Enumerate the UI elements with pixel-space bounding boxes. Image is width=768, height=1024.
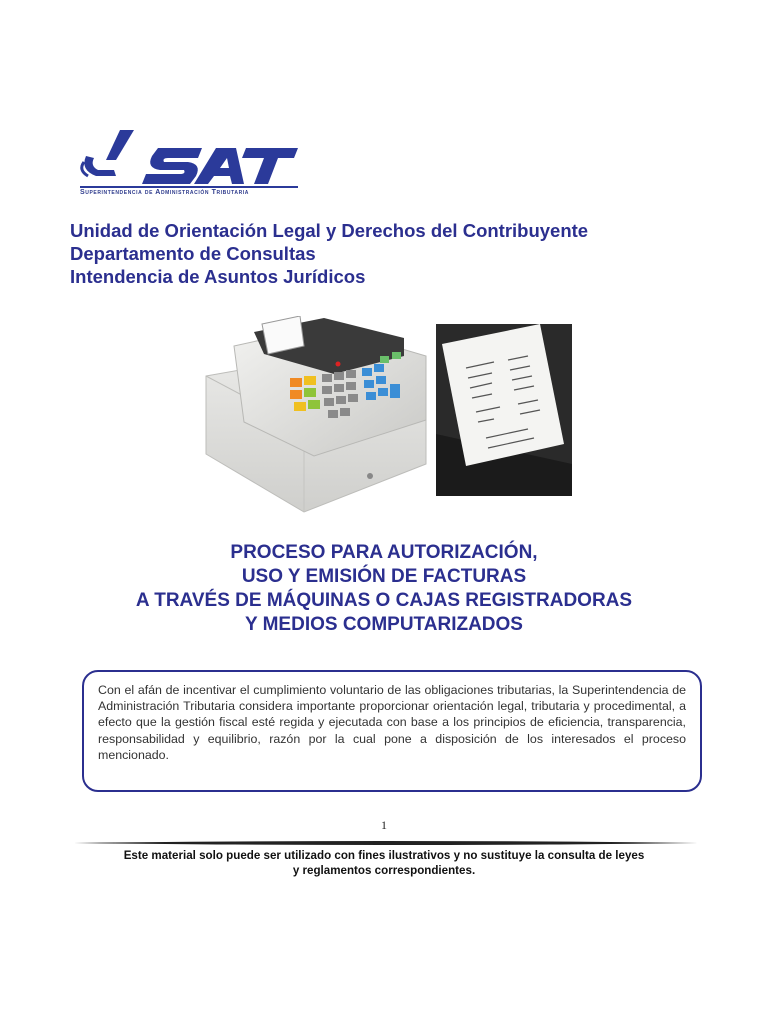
header-department: Departamento de Consultas [70,243,316,264]
sat-logo [76,126,302,202]
disclaimer-line-2: y reglamentos correspondientes. [292,863,476,877]
title-line-1: PROCESO PARA AUTORIZACIÓN, [230,542,538,563]
header-unit: Unidad de Orientación Legal y Derechos del Contribuyente [70,220,589,241]
title-line-2: USO Y EMISIÓN DE FACTURAS [241,566,527,587]
page-number: 1 [381,818,387,832]
logo-subtitle: Superintendencia de Administración Tributaria [80,189,249,196]
intro-text: Con el afán de incentivar el cumplimiento voluntario de las obligaciones tributarias, la Superintendencia de Administración Tributaria considera importante proporcionar orientación legal, tributaria y procedimental, a efecto que la gestión fiscal esté regida y ejecutada con base a los principios de eficiencia, transparencia, responsabilidad y equilibrio, razón por la cual pone a disposición de los interesados el proceso mencionado. [98,683,686,762]
footer-divider [74,838,698,848]
header [70,219,588,288]
document-title [40,541,728,637]
header-intendencia: Intendencia de Asuntos Jurídicos [70,266,366,287]
intro-box [82,670,702,792]
cash-register-photo [204,316,432,514]
disclaimer [40,849,728,878]
disclaimer-line-1: Este material solo puede ser utilizado con fines ilustrativos y no sustituye la consulta de leyes [123,849,645,862]
title-line-3: A TRAVÉS DE MÁQUINAS O CAJAS REGISTRADORAS [135,590,633,611]
receipt-closeup-photo [436,324,572,496]
title-line-4: Y MEDIOS COMPUTARIZADOS [245,614,523,635]
